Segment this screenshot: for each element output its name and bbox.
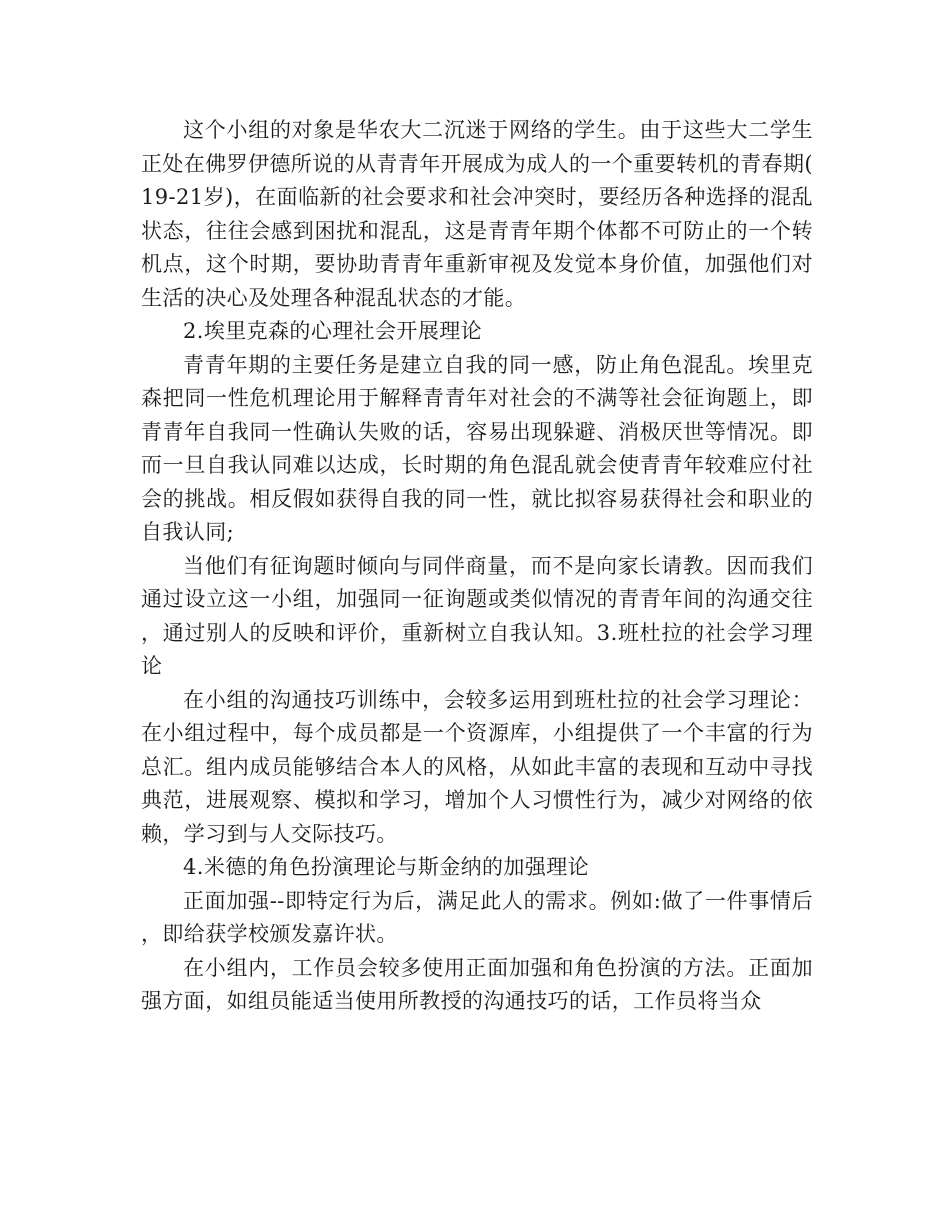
section-heading-mead-skinner: 4.米德的角色扮演理论与斯金纳的加强理论 — [183, 855, 590, 879]
paragraph-bandura: 在小组的沟通技巧训练中，会较多运用到班杜拉的社会学习理论：在小组过程中，每个成员都是一个资源库，小组提供了一个丰富的行为总汇。组内成员能够结合本人的风格，从如此丰富的表现和互动中寻找典范，进展观察、模拟和学习，增加个人习惯性行为，减少对网络的依赖，学习到与人交际技巧。 — [141, 687, 813, 846]
paragraph-positive-reinforcement: 正面加强--即特定行为后，满足此人的需求。例如:做了一件事情后，即给获学校颁发嘉许状。 — [141, 888, 813, 946]
paragraph-erikson: 青青年期的主要任务是建立自我的同一感，防止角色混乱。埃里克森把同一性危机理论用于解释青青年对社会的不满等社会征询题上，即青青年自我同一性确认失败的话，容易出现躲避、消极厌世等情况。即而一旦自我认同难以达成，长时期的角色混乱就会使青青年较难应付社会的挑战。相反假如获得自我的同一性，就比拟容易获得社会和职业的自我认同; — [141, 352, 813, 544]
paragraph-intro: 这个小组的对象是华农大二沉迷于网络的学生。由于这些大二学生正处在佛罗伊德所说的从青青年开展成为成人的一个重要转机的青春期(19-21岁)，在面临新的社会要求和社会冲突时，要经历各种选择的混乱状态，往往会感到困扰和混乱，这是青青年期个体都不可防止的一个转机点，这个时期，要协助青青年重新审视及发觉本身价值，加强他们对生活的决心及处理各种混乱状态的才能。 — [141, 118, 813, 310]
document-body — [141, 114, 813, 1019]
paragraph-peer-communication: 当他们有征询题时倾向与同伴商量，而不是向家长请教。因而我们通过设立这一小组，加强同一征询题或类似情况的青青年间的沟通交往，通过别人的反映和评价，重新树立自我认知。3.班杜拉的社会学习理论 — [141, 553, 813, 678]
section-heading-erikson: 2.埃里克森的心理社会开展理论 — [183, 319, 483, 343]
paragraph-group-methods: 在小组内，工作员会较多使用正面加强和角色扮演的方法。正面加强方面，如组员能适当使用所教授的沟通技巧的话，工作员将当众 — [141, 955, 813, 1013]
